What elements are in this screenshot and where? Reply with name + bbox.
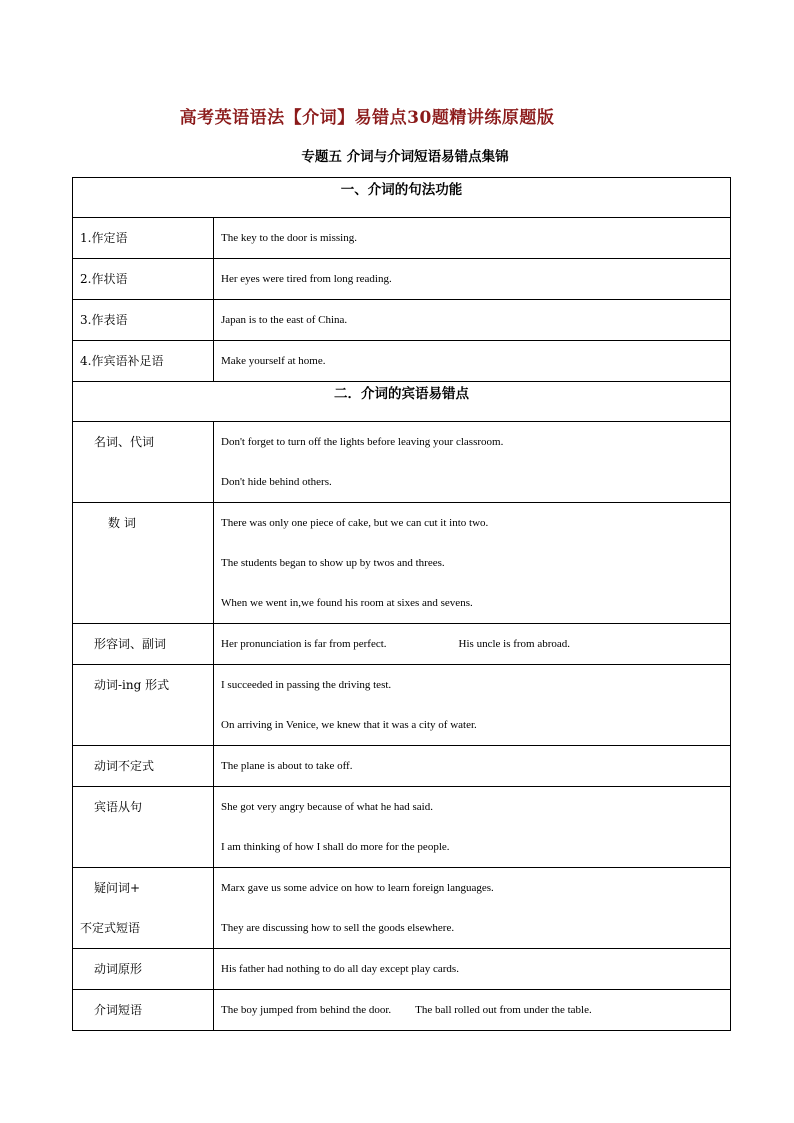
example-sentence: Make yourself at home. [221,355,326,367]
grammar-table [72,177,731,1031]
example-sentence: She got very angry because of what he had said. [221,801,433,813]
table-row [73,787,731,868]
row-label: 1.作定语 [80,231,128,245]
example-sentence: The plane is about to take off. [221,760,353,772]
table-row [73,300,731,341]
section-header-1 [73,178,731,218]
example-sentence: Marx gave us some advice on how to learn foreign languages. [221,882,494,894]
table-row [73,259,731,300]
example-sentence: I succeeded in passing the driving test. [221,679,392,691]
row-label: 介词短语 [94,1003,143,1017]
example-sentence: Her pronunciation is far from perfect. [221,638,387,650]
table-row [73,949,731,990]
example-sentence: The key to the door is missing. [221,232,357,244]
row-label: 动词不定式 [94,759,155,773]
example-sentence: On arriving in Venice, we knew that it was a city of water. [221,719,477,731]
example-sentence: When we went in,we found his room at sixes and sevens. [221,597,473,609]
example-sentence: His father had nothing to do all day except play cards. [221,963,459,975]
document-subtitle: 专题五 介词与介词短语易错点集锦 [301,149,509,165]
example-sentence: The boy jumped from behind the door. [221,1004,392,1016]
row-label-line: 不定式短语 [80,921,141,935]
row-label: 宾语从句 [94,800,143,814]
table-row [73,665,731,746]
row-label: 形容词、副词 [94,637,167,651]
example-sentence: Don't forget to turn off the lights before leaving your classroom. [221,436,504,448]
section-heading: 二．介词的宾语易错点 [73,382,731,422]
row-label-line: 疑问词+ [94,881,141,895]
row-label: 4.作宾语补足语 [80,354,164,368]
table-row [73,624,731,665]
example-sentence: There was only one piece of cake, but we can cut it into two. [221,517,489,529]
table-row [73,868,731,949]
row-label: 数 词 [108,516,136,530]
example-sentence: His uncle is from abroad. [458,638,571,650]
row-label: 名词、代词 [94,435,155,449]
example-sentence: The ball rolled out from under the table. [415,1004,592,1016]
table-row [73,990,731,1031]
example-sentence: They are discussing how to sell the goods elsewhere. [221,922,455,934]
section-heading: 一、介词的句法功能 [73,178,731,218]
example-sentence: I am thinking of how I shall do more for the people. [221,841,450,853]
example-sentence: Don't hide behind others. [221,476,332,488]
section-header-2 [73,382,731,422]
row-label: 动词-ing 形式 [94,678,170,692]
table-row [73,422,731,503]
example-sentence: The students began to show up by twos and threes. [221,557,445,569]
row-label: 2.作状语 [80,272,128,286]
row-label: 动词原形 [94,962,143,976]
table-row [73,218,731,259]
row-label: 3.作表语 [80,313,128,327]
table-row [73,341,731,382]
example-sentence: Her eyes were tired from long reading. [221,273,392,285]
example-sentence: Japan is to the east of China. [221,314,348,326]
document-title: 高考英语语法【介词】易错点30题精讲练原题版 [179,108,555,128]
table-row [73,746,731,787]
table-row [73,503,731,624]
